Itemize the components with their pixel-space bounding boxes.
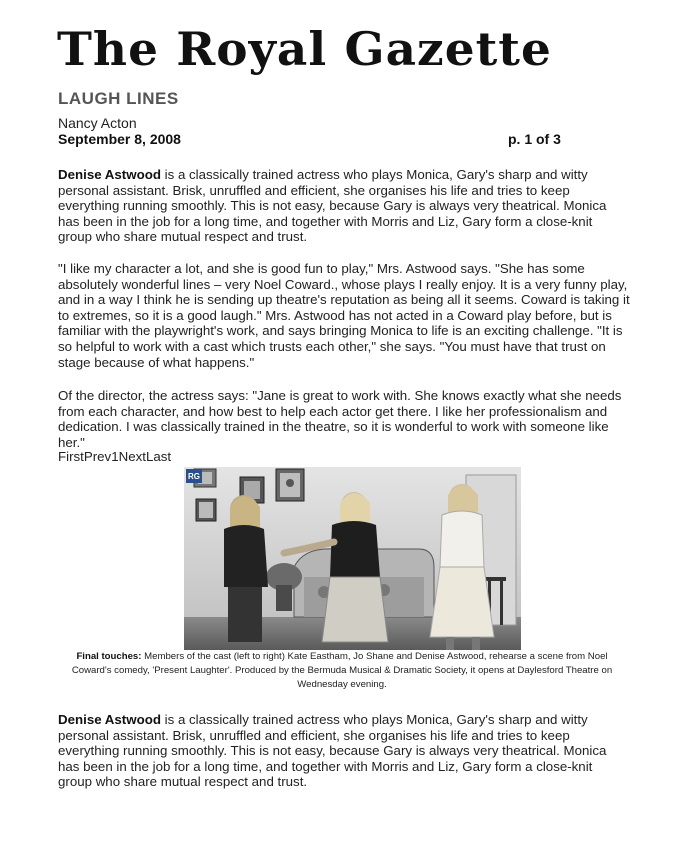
paragraph-1 — [58, 167, 630, 245]
paragraph-1-lead: Denise Astwood — [58, 167, 161, 182]
masthead: The Royal Gazette — [57, 22, 552, 76]
caption-text: Members of the cast (left to right) Kate Eastham, Jo Shane and Denise Astwood, rehearse a scene from Noel Coward's comedy, 'Present Laughter'. Produced by the Bermuda Musical & Dramatic Society, it opens at Daylesford Theatre on Wednesday evening. — [71, 651, 613, 690]
page-indicator: p. 1 of 3 — [508, 131, 561, 147]
caption-lead: Final touches: — [76, 651, 142, 662]
paragraph-4 — [58, 712, 630, 790]
pagination — [58, 449, 171, 464]
cast-photo — [184, 467, 521, 650]
pager-prev-link[interactable]: Prev — [83, 449, 112, 464]
paragraph-4-lead: Denise Astwood — [58, 712, 161, 727]
cast-photo-image — [184, 467, 521, 650]
photo-caption — [62, 650, 622, 692]
pager-page-1[interactable]: 1 — [111, 449, 119, 464]
pager-first-link[interactable]: First — [58, 449, 84, 464]
paragraph-1-text: is a classically trained actress who plays Monica, Gary's sharp and witty personal assistant. Brisk, unruffled and efficient, she organises his life and tries to keep everything running smoothly. This is not easy, because Gary is always very theatrical. Monica has been in the job for a long time, and together with Morris and Liz, Gary form a close-knit group who share mutual respect and trust. — [58, 167, 607, 245]
section-title: LAUGH LINES — [58, 89, 179, 108]
date: September 8, 2008 — [58, 131, 181, 147]
pager-next-link[interactable]: Next — [118, 449, 146, 464]
paragraph-2: "I like my character a lot, and she is good fun to play," Mrs. Astwood says. "She has some absolutely wonderful lines – very Noel Coward., whose plays I really enjoy. It is a very funny play, and in a way I think he is sending up theatre's reputation as being all it seems. Coward is taking it to extremes, so it is a good laugh." Mrs. Astwood has not acted in a Coward play before, but is familiar with the playwright's work, and says bringing Monica to life is an exciting challenge. "It is so helpful to work with a cast which trusts each other," she says. "You must have that trust on stage because of what happens." — [58, 261, 630, 370]
pager-last-link[interactable]: Last — [145, 449, 172, 464]
dateline — [58, 131, 578, 147]
photo-badge: RG — [188, 472, 200, 481]
paragraph-3: Of the director, the actress says: "Jane is great to work with. She knows exactly what she needs from each character, and how best to help each actor get there. I like her professionalism and dedication. I was classically trained in the theatre, so it is wonderful to work with someone like her." — [58, 388, 622, 450]
byline: Nancy Acton — [58, 115, 137, 131]
paragraph-4-text: is a classically trained actress who plays Monica, Gary's sharp and witty personal assistant. Brisk, unruffled and efficient, she organises his life and tries to keep everything running smoothly. This is not easy, because Gary is always very theatrical. Monica has been in the job for a long time, and together with Morris and Liz, Gary form a close-knit group who share mutual respect and trust. — [58, 712, 607, 790]
